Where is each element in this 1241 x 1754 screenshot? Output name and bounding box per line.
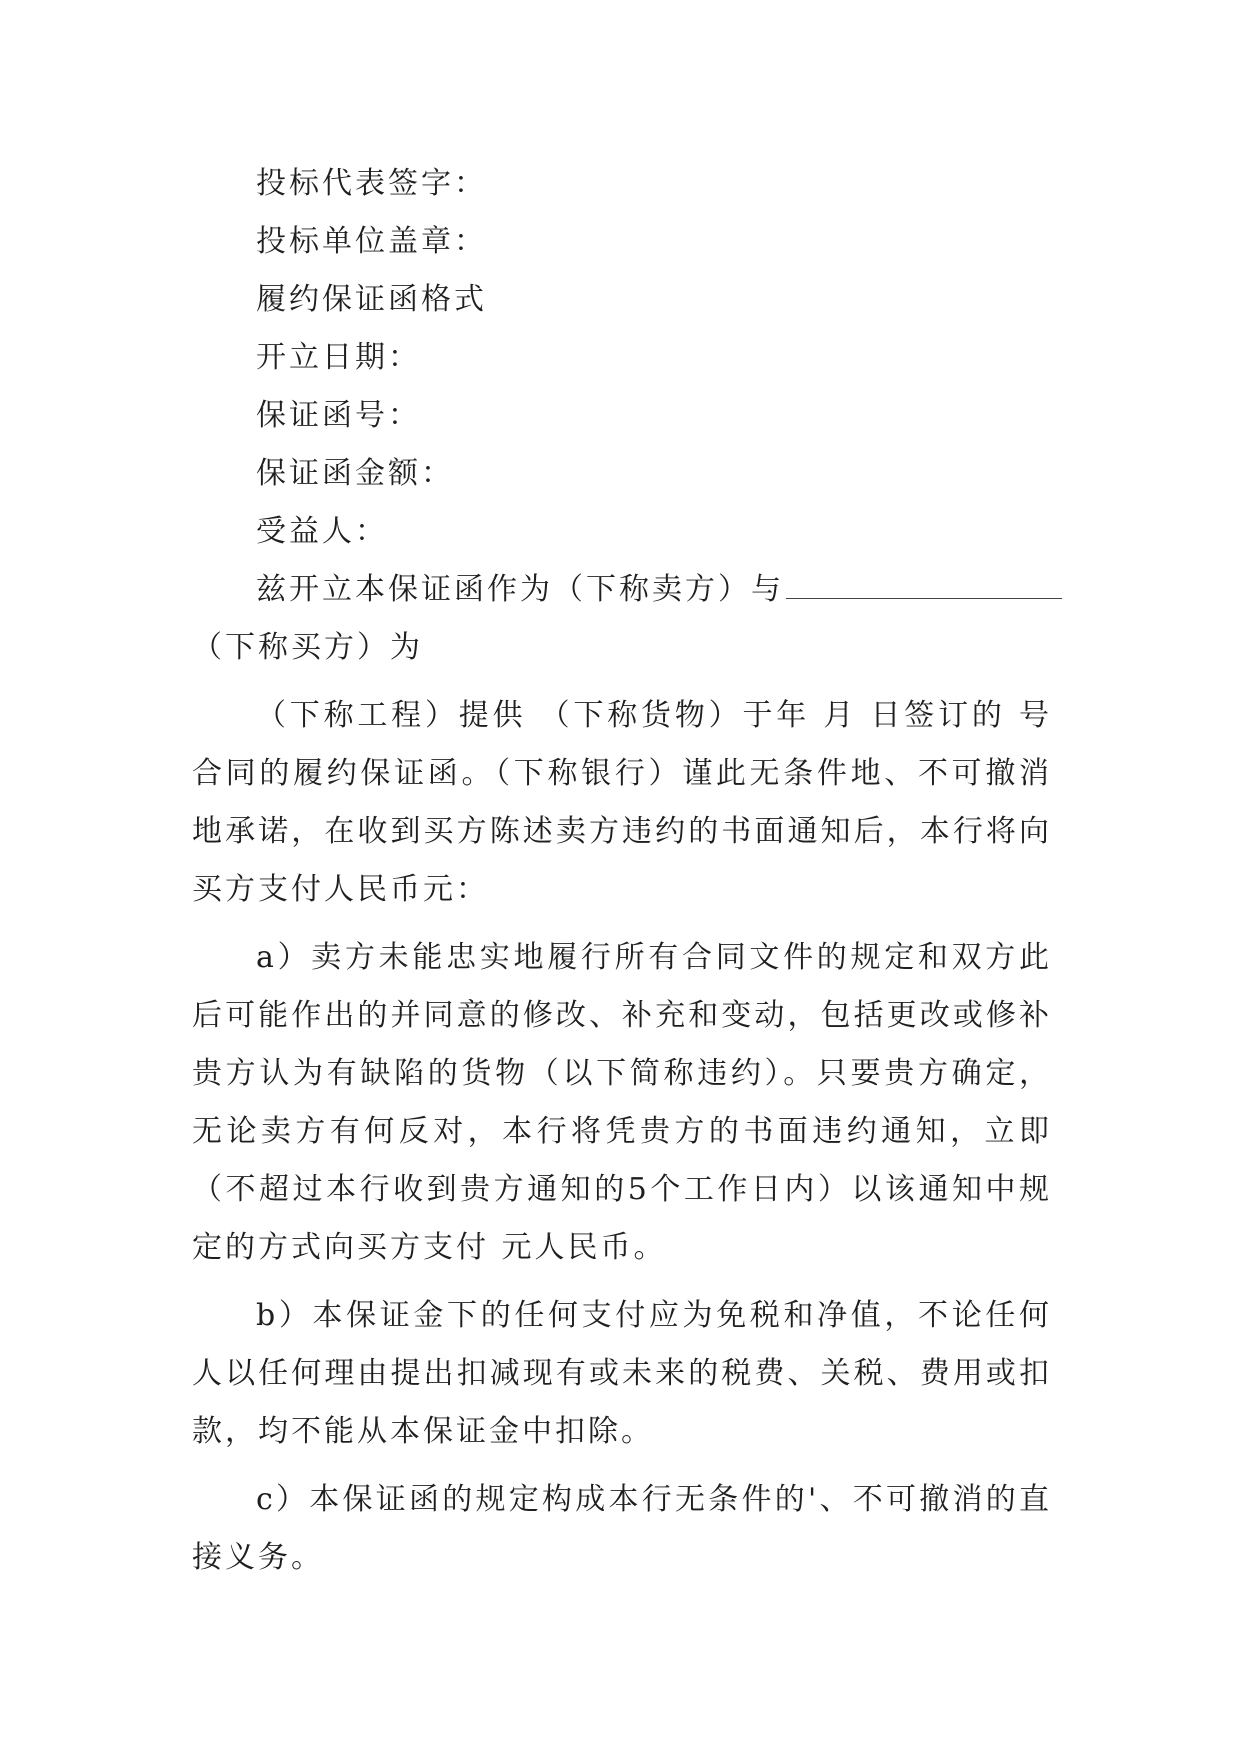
guarantee-amount-line: 保证函金额： xyxy=(256,456,454,491)
issue-date-line: 开立日期： xyxy=(256,340,421,375)
contract-paragraph: （下称工程）提供 （下称货物）于年 月 日签订的 号合同的履约保证函。（下称银行）谨此无条件地、不可撤消地承诺，在收到买方陈述卖方违约的书面通知后，本行将向买方支付人民币元： xyxy=(192,698,1052,907)
clause-c-paragraph: c）本保证函的规定构成本行无条件的'、不可撤消的直接义务。 xyxy=(192,1482,1052,1575)
beneficiary-line: 受益人： xyxy=(256,514,388,549)
blank-underline xyxy=(786,574,1062,599)
document-body xyxy=(192,155,1052,1587)
intro-line xyxy=(192,561,1052,619)
guarantee-format-heading: 履约保证函格式 xyxy=(256,282,487,317)
intro-text: 兹开立本保证函作为（下称卖方）与 xyxy=(256,572,784,607)
clause-a-paragraph: a）卖方未能忠实地履行所有合同文件的规定和双方此后可能作出的并同意的修改、补充和变动，包括更改或修补贵方认为有缺陷的货物（以下简称违约）。只要贵方确定，无论卖方有何反对，本行将凭贵方的书面违约通知，立即（不超过本行收到贵方通知的5个工作日内）以该通知中规定的方式向买方支付 元人民币。 xyxy=(192,940,1052,1265)
guarantee-number-line: 保证函号： xyxy=(256,398,421,433)
bidder-signature-line: 投标代表签字： xyxy=(256,166,487,201)
clause-b-paragraph: b）本保证金下的任何支付应为免税和净值，不论任何人以任何理由提出扣减现有或未来的税费、关税、费用或扣款，均不能从本保证金中扣除。 xyxy=(192,1298,1052,1449)
bidder-seal-line: 投标单位盖章： xyxy=(256,224,487,259)
intro-continuation: （下称买方）为 xyxy=(192,630,423,665)
